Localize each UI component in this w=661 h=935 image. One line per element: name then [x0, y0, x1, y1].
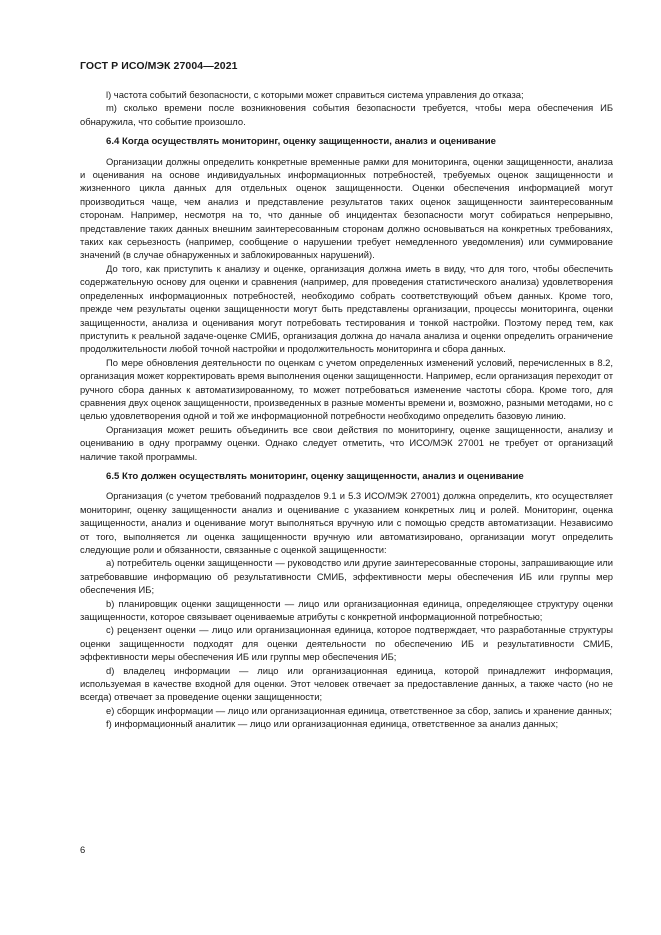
section-6-4-heading: 6.4 Когда осуществлять мониторинг, оценку защищенности, анализ и оценивание [106, 136, 496, 148]
document-body [80, 88, 613, 731]
section-6-4-paragraph: До того, как приступить к анализу и оценке, организация должна иметь в виду, что для того, чтобы обеспечить содержательную основу для оценки и сравнения (например, для проведения статистического анализа) удовлетворения определенных информационных потребностей, необходимо собрать соответствующий объем данных. Кроме того, прежде чем результаты оценки защищенности могут быть представлены организации, процессы мониторинга, оценки защищенности, анализа и оценивания могут потребовать тестирования и тонкой настройки. Поэтому перед тем, как приступить к реальной задаче-оценке СМИБ, организация должна до начала анализа и оценки определить ограничение продолжительности любой точной настройки и продолжительность мониторинга и сбора данных. [80, 262, 613, 355]
role-item-e: e) сборщик информации — лицо или организационная единица, ответственное за сбор, запись и хранение данных; [106, 704, 613, 716]
role-item-d: d) владелец информации — лицо или организационная единица, которой принадлежит информация, используемая в качестве входной для оценки. Этот человек отвечает за предоставление данных, а также часто (но не всегда) отвечает за проведение оценки защищенности; [80, 664, 613, 703]
list-item-m: m) сколько времени после возникновения события безопасности требуется, чтобы мера обеспечения ИБ обнаружила, что событие произошло. [80, 102, 613, 127]
role-item-c: c) рецензент оценки — лицо или организационная единица, которое подтверждает, что разработанные структуры оценки защищенности подходят для оценки деятельности по обеспечению ИБ и результативности СМИБ, эффективности меры обеспечения ИБ или группы мер обеспечения ИБ; [80, 624, 613, 663]
section-6-5-heading: 6.5 Кто должен осуществлять мониторинг, оценку защищенности, анализ и оценивание [106, 470, 524, 482]
section-6-4-paragraph: Организация может решить объединить все свои действия по мониторингу, оценке защищенности, анализу и оцениванию в одну программу оценки. Однако следует отметить, что ИСО/МЭК 27001 не требует от организаций наличие такой программы. [80, 423, 613, 462]
standard-header: ГОСТ Р ИСО/МЭК 27004—2021 [80, 60, 238, 72]
section-6-5-paragraph: Организация (с учетом требований подразделов 9.1 и 5.3 ИСО/МЭК 27001) должна определить, кто осуществляет мониторинг, оценку защищенности анализ и оценивание с указанием конкретных лиц и ролей. Мониторинг, оценка защищенности, анализ и оценивание могут выполняться вручную или с помощью средств автоматизации. Независимо от того, выполняется ли оценка защищенности вручную или автоматизировано, организации могут определить следующие роли и обязанности, связанные с оценкой защищенности: [80, 490, 613, 555]
role-item-b: b) планировщик оценки защищенности — лицо или организационная единица, определяющее структуру оценки защищенности, которое связывает оцениваемые атрибуты с конкретной информационной потребностью; [80, 597, 613, 623]
page-number: 6 [80, 844, 86, 855]
role-item-a: a) потребитель оценки защищенности — руководство или другие заинтересованные стороны, запрашивающие или затребовавшие информацию об результативности СМИБ, эффективности меры обеспечения ИБ или группы мер обеспечения ИБ; [80, 557, 613, 596]
section-6-4-paragraph: Организации должны определить конкретные временные рамки для мониторинга, оценки защищенности, анализа и оценивания на основе индивидуальных информационных потребностей, требуемых оценок защищенности и жизненного цикла данных для отдельных оценок защищенности. Оценки обеспечения информацией могут производиться чаще, чем анализ и представление результатов таких оценок защищенности заинтересованным сторонам. Например, несмотря на то, что данные об инцидентах безопасности могут собираться непрерывно, представление таких данных внешним заинтересованным сторонам должно основываться на конкретных требованиях, таких как серьезность (например, сообщение о нарушении требует немедленного уведомления) или суммирование значений (в случае обнаруженных и заблокированных нарушений). [80, 155, 613, 261]
list-item-l: l) частота событий безопасности, с которыми может справиться система управления до отказа; [106, 89, 524, 100]
section-6-4-paragraph: По мере обновления деятельности по оценкам с учетом определенных изменений условий, перечисленных в 8.2, организация может корректировать время выполнения оценки защищенности. Например, если организация переходит от ручного сбора данных к автоматизированному, то может потребоваться изменение частоты сбора. Кроме того, для сравнения двух оценок защищенности, произведенных в разные моменты времени и, возможно, разными методами, но с целью удовлетворения одной и той же информационной потребности необходимо определить базовую линию. [80, 356, 613, 422]
role-item-f: f) информационный аналитик — лицо или организационная единица, ответственное за анализ данных; [106, 718, 559, 730]
